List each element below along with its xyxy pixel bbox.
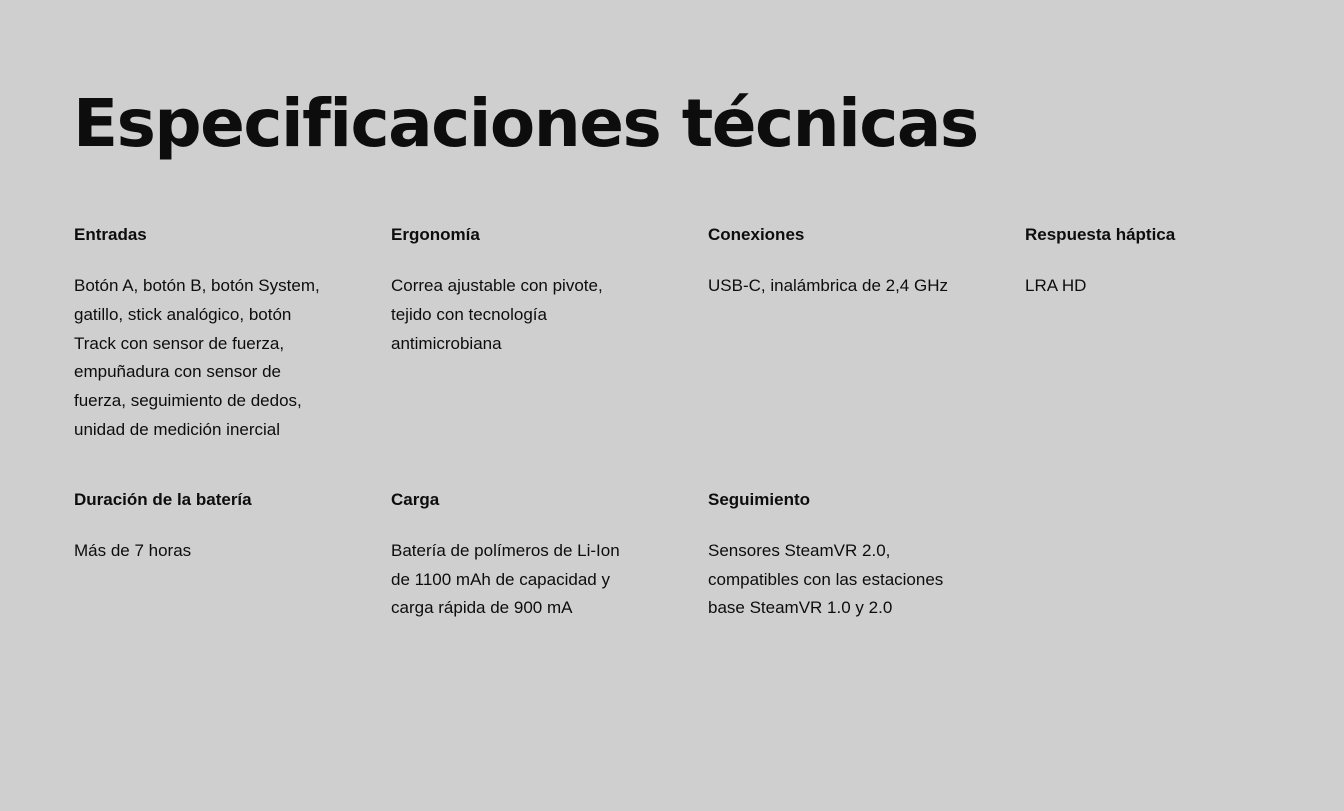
spec-heading: Respuesta háptica bbox=[1025, 225, 1176, 244]
specs-grid bbox=[74, 224, 1344, 623]
spec-item-respuesta-haptica bbox=[1025, 224, 1275, 445]
spec-text: Batería de polímeros de Li-Ion de 1100 mAh de capacidad y carga rápida de 900 mA bbox=[391, 540, 620, 618]
spec-heading: Duración de la batería bbox=[74, 489, 252, 509]
spec-text: Sensores SteamVR 2.0, compatibles con las estaciones base SteamVR 1.0 y 2.0 bbox=[708, 540, 944, 618]
spec-heading: Ergonomía bbox=[391, 225, 480, 244]
spec-text: USB-C, inalámbrica de 2,4 GHz bbox=[708, 276, 948, 295]
spec-heading: Conexiones bbox=[708, 225, 805, 244]
spec-text: Más de 7 horas bbox=[74, 540, 192, 560]
spec-text: Correa ajustable con pivote, tejido con tecnología antimicrobiana bbox=[391, 276, 603, 353]
spec-item-carga bbox=[391, 489, 641, 623]
spec-heading: Carga bbox=[391, 489, 440, 509]
page-title: Especificaciones técnicas bbox=[73, 85, 978, 162]
spec-item-ergonomia bbox=[391, 224, 641, 445]
spec-item-duracion-bateria bbox=[74, 489, 324, 623]
spec-heading: Seguimiento bbox=[708, 489, 811, 509]
spec-heading: Entradas bbox=[74, 225, 147, 244]
spec-item-seguimiento bbox=[708, 489, 958, 623]
spec-text: LRA HD bbox=[1025, 276, 1087, 295]
spec-text: Botón A, botón B, botón System, gatillo, stick analógico, botón Track con sensor de fuerza, empuñadura con sensor de fuerza, seguimiento de dedos, unidad de medición inercial bbox=[74, 276, 320, 439]
spec-item-conexiones bbox=[708, 224, 958, 445]
spec-item-entradas bbox=[74, 224, 324, 445]
